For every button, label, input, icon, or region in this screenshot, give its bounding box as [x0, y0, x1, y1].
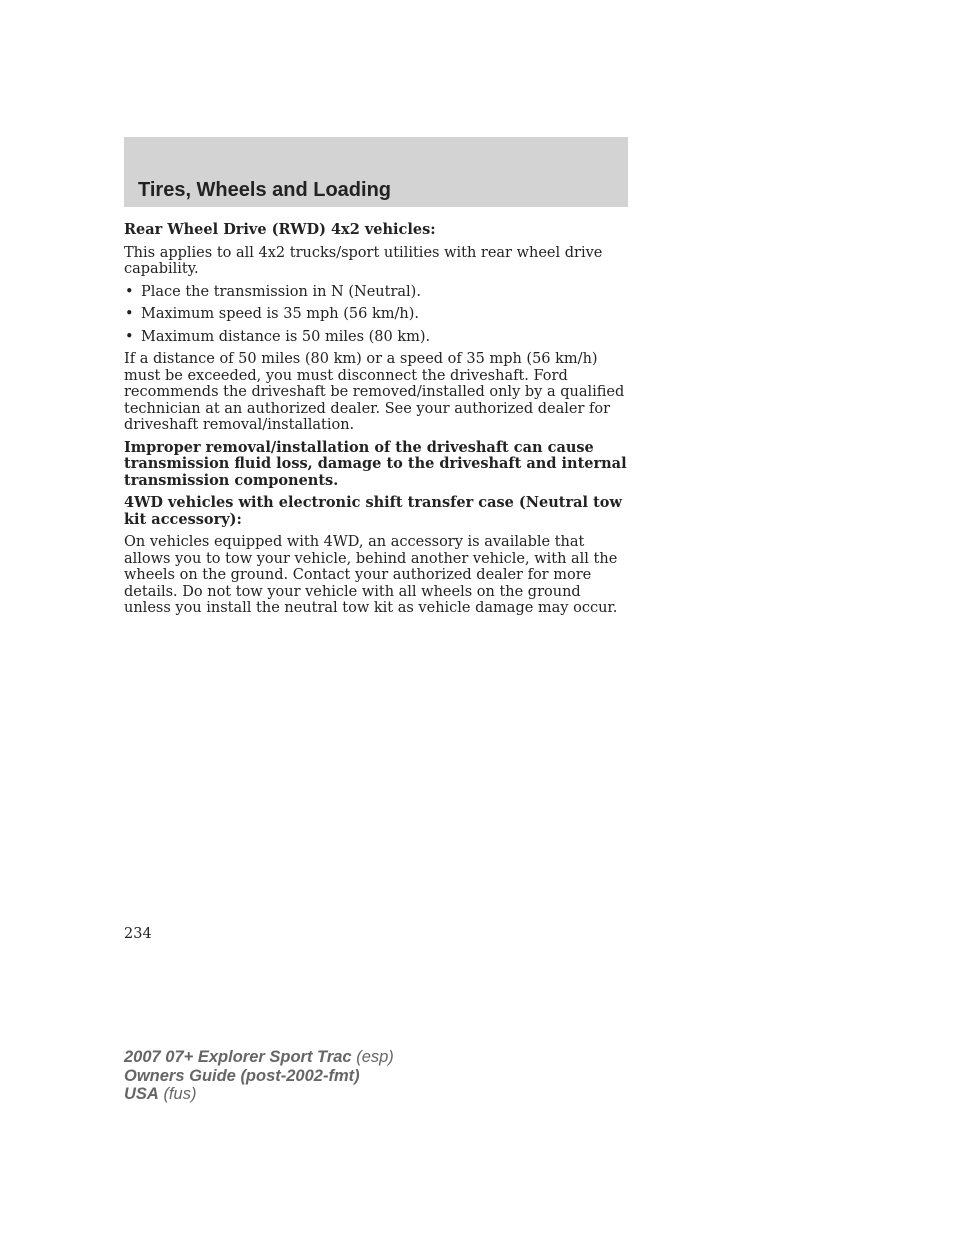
list-item: [124, 329, 630, 346]
list-item-text: Place the transmission in N (Neutral).: [141, 283, 421, 300]
page-content: [124, 222, 630, 623]
fourwd-heading: 4WD vehicles with electronic shift transfer case (Neutral tow kit accessory):: [124, 494, 622, 528]
bullet-icon: •: [125, 283, 134, 300]
footer-model: 2007 07+ Explorer Sport Trac: [124, 1048, 352, 1066]
list-item: [124, 306, 630, 323]
rwd-intro: This applies to all 4x2 trucks/sport utilities with rear wheel drive capability.: [124, 244, 603, 277]
footer-line-model: [124, 1048, 394, 1067]
footer-guide: Owners Guide (post-2002-fmt): [124, 1066, 360, 1085]
page-number: 234: [124, 926, 152, 942]
fourwd-body: On vehicles equipped with 4WD, an accessory is available that allows you to tow your vehicle, behind another vehicle, with all the wheels on the ground. Contact your authorized dealer for more details. Do not tow your vehicle with all wheels on the ground unless you install the neutral tow kit as vehicle damage may occur.: [124, 534, 618, 616]
footer-market-code: (fus): [163, 1085, 197, 1103]
footer-market: USA: [124, 1085, 159, 1103]
bullet-icon: •: [125, 306, 134, 322]
footer-line-market: [124, 1085, 394, 1104]
document-footer: [124, 1048, 394, 1104]
rwd-bullet-list: [124, 284, 630, 346]
rwd-heading: Rear Wheel Drive (RWD) 4x2 vehicles:: [124, 221, 436, 238]
driveshaft-warning: Improper removal/installation of the driveshaft can cause transmission fluid loss, damage to the driveshaft and internal transmission components.: [124, 438, 627, 489]
section-header-band: [124, 137, 628, 207]
bullet-icon: •: [125, 328, 134, 345]
section-title: Tires, Wheels and Loading: [138, 179, 392, 201]
list-item: [124, 284, 630, 301]
rwd-body: If a distance of 50 miles (80 km) or a speed of 35 mph (56 km/h) must be exceeded, you must disconnect the driveshaft. Ford recommends the driveshaft be removed/installed only by a qualified technician at an authorized dealer. See your authorized dealer for driveshaft removal/installation.: [124, 351, 625, 433]
list-item-text: Maximum distance is 50 miles (80 km).: [141, 328, 431, 345]
list-item-text: Maximum speed is 35 mph (56 km/h).: [141, 306, 419, 322]
footer-line-guide: [124, 1067, 394, 1086]
footer-model-code: (esp): [356, 1048, 394, 1066]
